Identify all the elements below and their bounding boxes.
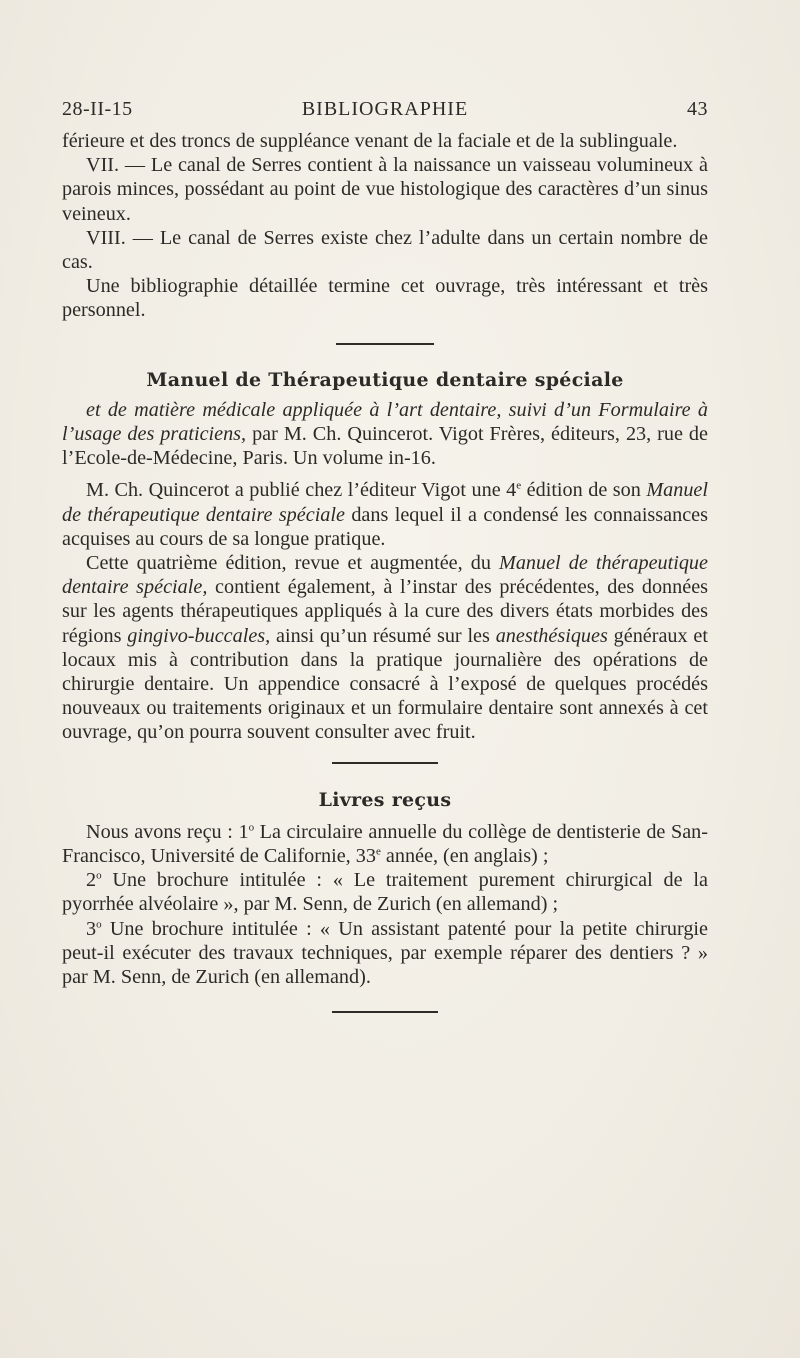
- superscript: e: [375, 845, 381, 858]
- review-paragraph-1: [62, 478, 708, 551]
- text-run: 2: [86, 869, 97, 892]
- term-italic: anesthésiques: [495, 624, 608, 647]
- text-run: généraux et locaux mis à contribution dans la pratique journalière des opérations de chirurgie dentaire. Un appendice consacré à l’exposé de quelques procédés nouveaux ou traitements originaux et un formulaire dentaire sont annexés à cet ouvrage, qu’on pourra souvent consulter avec fruit.: [62, 624, 708, 744]
- superscript: o: [96, 869, 102, 882]
- text-run: année, (en anglais) ;: [380, 845, 549, 868]
- review-paragraph-2: [62, 551, 708, 745]
- text-run: dans lequel il a condensé les connaissances acquises au cours de sa longue pratique.: [62, 503, 708, 550]
- term-italic: gingivo-buccales,: [127, 624, 271, 647]
- issue-date: 28-II-15: [62, 98, 133, 120]
- text-run: M. Ch. Quincerot a publié chez l’éditeur Vigot une 4: [86, 479, 517, 502]
- received-item-3: [62, 917, 708, 990]
- running-head: [62, 98, 708, 124]
- section-title: BIBLIOGRAPHIE: [301, 98, 469, 120]
- superscript: e: [516, 479, 522, 492]
- page-number: 43: [687, 98, 708, 120]
- paragraph-continuation: férieure et des troncs de suppléance venant de la faciale et de la sublinguale.: [62, 130, 678, 152]
- section-heading-manuel: Manuel de Thérapeutique dentaire spéciale: [146, 368, 624, 391]
- text-run: Une brochure intitulée : « Un assistant patenté pour la petite chirurgie peut-il exécuter des travaux techniques, par exemple réparer des dentiers ? » par M. Senn, de Zurich (en allemand).: [62, 917, 708, 989]
- paragraph-vii: VII. — Le canal de Serres contient à la naissance un vaisseau volumineux à parois minces, possédant au point de vue histologique des caractères d’un sinus veineux.: [62, 154, 708, 225]
- section-divider: [332, 762, 438, 764]
- section-divider: [332, 1011, 438, 1013]
- text-run: Cette quatrième édition, revue et augmentée, du: [86, 552, 499, 575]
- book-title-italic: Manuel de thérapeutique dentaire spéciale: [62, 479, 708, 526]
- text-run: édition de son: [521, 479, 647, 502]
- section-heading-livres: Livres reçus: [318, 788, 452, 811]
- paragraph-viii: VIII. — Le canal de Serres existe chez l’adulte dans un certain nombre de cas.: [62, 226, 708, 274]
- section-divider: [336, 343, 434, 345]
- text-run: ainsi qu’un résumé sur les: [270, 624, 496, 647]
- book-publisher: par M. Ch. Quincerot. Vigot Frères, éditeurs, 23, rue de l’Ecole-de-Médecine, Paris. Un volume in-16.: [62, 423, 708, 470]
- text-run: 3: [86, 917, 97, 940]
- text-run: La circulaire annuelle du collège de dentisterie de San-Francisco, Université de Californie, 33: [62, 820, 708, 868]
- text-run: contient également, à l’instar des précédentes, des données sur les agents thérapeutiques appliqués à la cure des divers états morbides des régions: [62, 576, 709, 647]
- book-title-italic: Manuel de thérapeutique dentaire spéciale,: [62, 552, 708, 599]
- superscript: o: [96, 917, 102, 930]
- book-reference: [62, 398, 708, 471]
- paragraph-conclusion: Une bibliographie détaillée termine cet ouvrage, très intéressant et très personnel.: [62, 275, 708, 322]
- book-subtitle: et de matière médicale appliquée à l’art dentaire, suivi d’un Formulaire à l’usage des praticiens,: [62, 398, 708, 446]
- text-run: Nous avons reçu : 1: [86, 820, 249, 843]
- page-body: [62, 129, 708, 1013]
- received-item-2: [62, 868, 708, 916]
- superscript: o: [248, 821, 255, 834]
- text-run: Une brochure intitulée : « Le traitement purement chirurgical de la pyorrhée alvéolaire », par M. Senn, de Zurich (en allemand) ;: [62, 869, 708, 916]
- received-item-1: [62, 820, 708, 868]
